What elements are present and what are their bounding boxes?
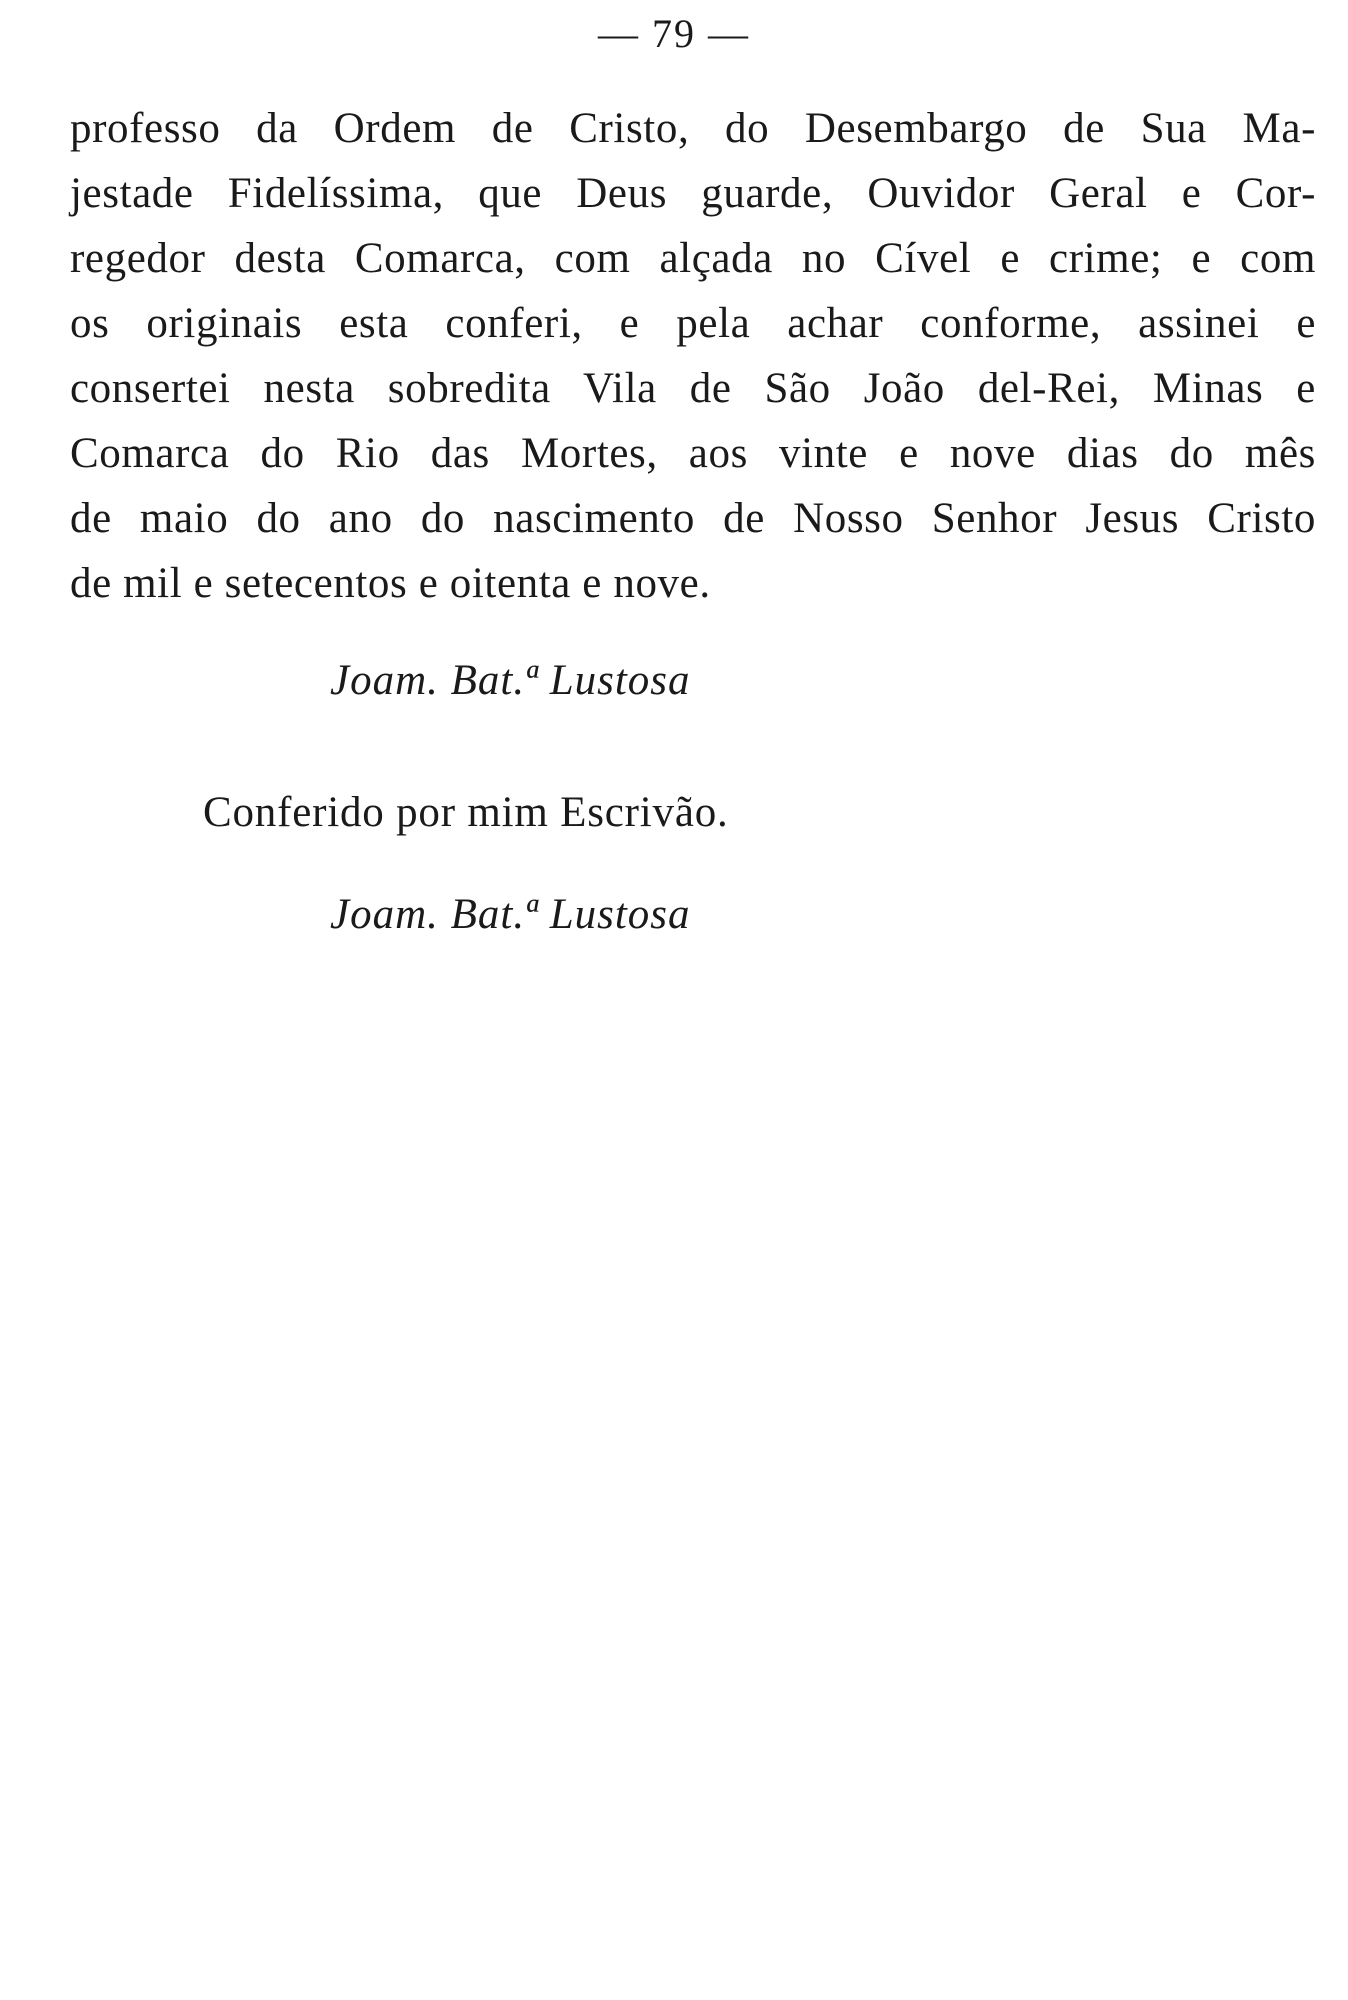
paragraph-line: professo da Ordem de Cristo, do Desembargo de Sua Ma- — [70, 105, 1316, 152]
paragraph-line: de maio do ano do nascimento de Nosso Senhor Jesus Cristo — [70, 495, 1316, 542]
paragraph-line: jestade Fidelíssima, que Deus guarde, Ouvidor Geral e Cor- — [70, 170, 1316, 217]
signature-second: Joam. Bat.ª Lustosa — [330, 891, 691, 938]
page-number: — 79 — — [598, 11, 750, 56]
paragraph-line: Comarca do Rio das Mortes, aos vinte e nove dias do mês — [70, 430, 1316, 477]
body-paragraph — [70, 96, 1316, 616]
paragraph-line: de mil e setecentos e oitenta e nove. — [70, 560, 711, 607]
paragraph-line: os originais esta conferi, e pela achar conforme, assinei e — [70, 300, 1316, 347]
signature-first: Joam. Bat.ª Lustosa — [330, 657, 691, 704]
conferido-statement: Conferido por mim Escrivão. — [203, 789, 729, 836]
paragraph-line: regedor desta Comarca, com alçada no Cível e crime; e com — [70, 235, 1316, 282]
paragraph-line: consertei nesta sobredita Vila de São João del-Rei, Minas e — [70, 365, 1316, 412]
